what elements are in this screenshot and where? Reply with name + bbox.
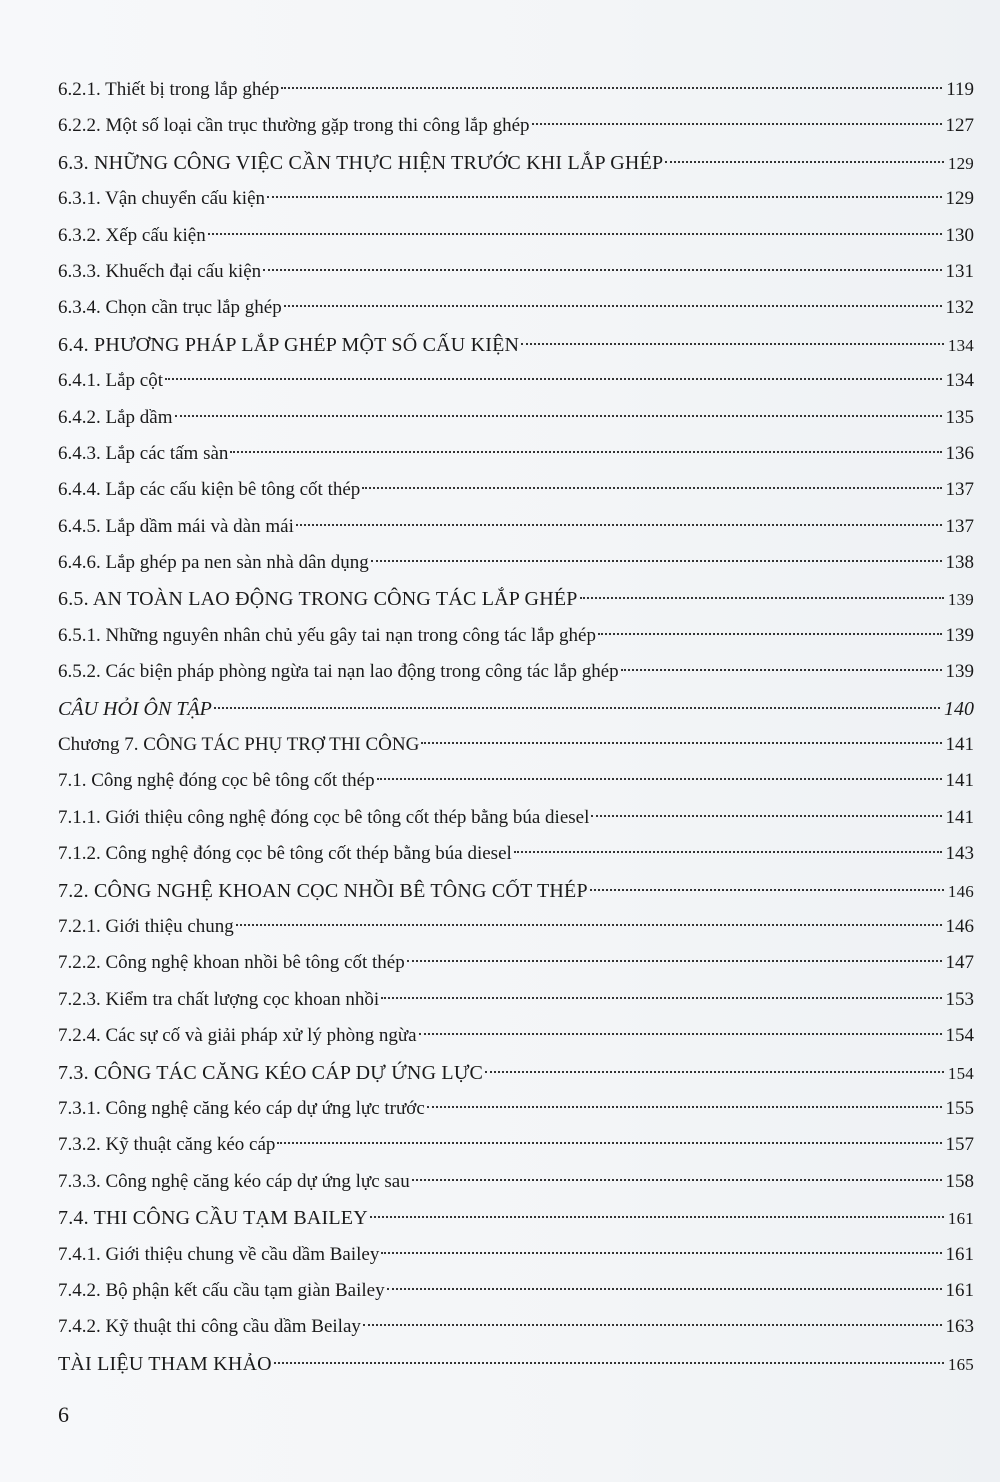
toc-dot-leader bbox=[421, 742, 941, 744]
toc-entry-title: 6.4. PHƯƠNG PHÁP LẮP GHÉP MỘT SỐ CẤU KIỆN bbox=[58, 333, 520, 356]
toc-entry-title: 7.2.2. Công nghệ khoan nhồi bê tông cốt thép bbox=[58, 952, 405, 974]
toc-dot-leader bbox=[427, 1106, 942, 1108]
toc-entry bbox=[58, 509, 974, 545]
toc-entry-page: 137 bbox=[945, 515, 974, 537]
toc-entry bbox=[58, 581, 974, 617]
toc-entry bbox=[58, 181, 974, 217]
toc-dot-leader bbox=[165, 378, 941, 380]
toc-entry bbox=[58, 436, 974, 472]
toc-dot-leader bbox=[214, 707, 940, 709]
toc-dot-leader bbox=[274, 1362, 944, 1364]
toc-entry bbox=[58, 1127, 974, 1163]
toc-entry-title: 7.1.2. Công nghệ đóng cọc bê tông cốt thép bằng búa diesel bbox=[58, 843, 512, 865]
toc-entry bbox=[58, 363, 974, 399]
toc-entry-page: 138 bbox=[945, 552, 974, 574]
toc-entry-page: 157 bbox=[945, 1134, 974, 1156]
toc-dot-leader bbox=[387, 1288, 942, 1290]
toc-entry-title: CÂU HỎI ÔN TẬP bbox=[58, 697, 212, 720]
toc-entry bbox=[58, 1055, 974, 1091]
toc-dot-leader bbox=[263, 269, 941, 271]
toc-entry-title: 7.3. CÔNG TÁC CĂNG KÉO CÁP DỰ ỨNG LỰC bbox=[58, 1061, 484, 1084]
toc-entry-page: 141 bbox=[945, 734, 974, 756]
toc-entry-title: 7.3.1. Công nghệ căng kéo cáp dự ứng lực trước bbox=[58, 1097, 425, 1119]
toc-entry bbox=[58, 327, 974, 363]
toc-entry-title: 6.5. AN TOÀN LAO ĐỘNG TRONG CÔNG TÁC LẮP GHÉP bbox=[58, 588, 578, 611]
toc-entry-page: 165 bbox=[947, 1354, 974, 1374]
toc-entry-title: 6.2.1. Thiết bị trong lắp ghép bbox=[58, 79, 280, 100]
toc-dot-leader bbox=[521, 343, 944, 345]
toc-entry-page: 134 bbox=[945, 370, 974, 392]
toc-entry-page: 129 bbox=[945, 188, 974, 210]
toc-dot-leader bbox=[665, 161, 944, 163]
toc-dot-leader bbox=[296, 524, 942, 526]
toc-entry-page: 155 bbox=[945, 1097, 974, 1119]
toc-entry bbox=[58, 945, 974, 981]
toc-entry-page: 154 bbox=[947, 1063, 974, 1083]
toc-entry-title: 6.3.2. Xếp cấu kiện bbox=[58, 224, 206, 246]
toc-entry-page: 154 bbox=[945, 1025, 974, 1047]
toc-entry bbox=[58, 1018, 974, 1054]
toc-entry-title: 6.5.1. Những nguyên nhân chủ yếu gây tai nạn trong công tác lắp ghép bbox=[58, 624, 596, 646]
toc-entry-page: 161 bbox=[945, 1279, 974, 1301]
toc-entry-title: 7.2.1. Giới thiệu chung bbox=[58, 915, 234, 937]
toc-entry bbox=[58, 545, 974, 581]
toc-entry-page: 127 bbox=[945, 115, 974, 137]
toc-entry-title: 6.4.2. Lắp dầm bbox=[58, 406, 173, 428]
toc-entry-title: Chương 7. CÔNG TÁC PHỤ TRỢ THI CÔNG bbox=[58, 734, 420, 756]
toc-entry bbox=[58, 1346, 974, 1382]
toc-entry-page: 153 bbox=[945, 988, 974, 1010]
toc-entry-title: 7.4.2. Kỹ thuật thi công cầu dầm Beilay bbox=[58, 1316, 361, 1338]
toc-entry-title: 6.3.1. Vận chuyển cấu kiện bbox=[58, 188, 266, 210]
toc-entry-title: 6.4.6. Lắp ghép pa nen sàn nhà dân dụng bbox=[58, 552, 369, 574]
toc-entry bbox=[58, 1091, 974, 1127]
toc-dot-leader bbox=[281, 87, 942, 89]
toc-dot-leader bbox=[532, 123, 942, 125]
toc-entry-title: 6.3. NHỮNG CÔNG VIỆC CẦN THỰC HIỆN TRƯỚC KHI LẮP GHÉP bbox=[58, 151, 664, 174]
toc-entry-title: 6.3.4. Chọn cần trục lắp ghép bbox=[58, 297, 282, 319]
toc-entry-title: 7.2.3. Kiểm tra chất lượng cọc khoan nhồi bbox=[58, 988, 380, 1010]
toc-entry-title: 7.3.3. Công nghệ căng kéo cáp dự ứng lực sau bbox=[58, 1170, 410, 1192]
toc-entry-title: 6.2.2. Một số loại cần trục thường gặp trong thi công lắp ghép bbox=[58, 115, 530, 137]
toc-entry-title: 6.4.4. Lắp các cấu kiện bê tông cốt thép bbox=[58, 479, 361, 501]
toc-entry bbox=[58, 800, 974, 836]
toc-dot-leader bbox=[598, 633, 942, 635]
toc-entry-page: 119 bbox=[946, 79, 974, 100]
toc-entry-page: 132 bbox=[945, 297, 974, 319]
toc-entry-page: 161 bbox=[945, 1243, 974, 1265]
toc-entry-title: 7.2.4. Các sự cố và giải pháp xử lý phòng ngừa bbox=[58, 1025, 417, 1047]
toc-dot-leader bbox=[514, 851, 942, 853]
toc-dot-leader bbox=[412, 1179, 942, 1181]
toc-entry bbox=[58, 400, 974, 436]
toc-entry bbox=[58, 254, 974, 290]
toc-entry-page: 139 bbox=[945, 624, 974, 646]
toc-entry-title: 7.4.2. Bộ phận kết cấu cầu tạm giàn Bailey bbox=[58, 1279, 385, 1301]
toc-entry-title: 7.4.1. Giới thiệu chung về cầu dầm Bailey bbox=[58, 1243, 380, 1265]
toc-entry-page: 141 bbox=[945, 806, 974, 828]
toc-entry-title: 7.2. CÔNG NGHỆ KHOAN CỌC NHỒI BÊ TÔNG CỐT THÉP bbox=[58, 879, 588, 902]
toc-dot-leader bbox=[377, 778, 942, 780]
toc-entry-title: 6.4.5. Lắp dầm mái và dàn mái bbox=[58, 515, 294, 537]
toc-entry bbox=[58, 836, 974, 872]
toc-entry-page: 146 bbox=[947, 881, 974, 901]
toc-entry-title: 6.5.2. Các biện pháp phòng ngừa tai nạn lao động trong công tác lắp ghép bbox=[58, 661, 619, 683]
toc-dot-leader bbox=[236, 924, 942, 926]
toc-dot-leader bbox=[407, 960, 942, 962]
toc-dot-leader bbox=[277, 1142, 941, 1144]
toc-entry bbox=[58, 1309, 974, 1345]
toc-entry bbox=[58, 763, 974, 799]
toc-dot-leader bbox=[370, 1216, 944, 1218]
toc-entry-page: 161 bbox=[947, 1209, 974, 1229]
toc-entry-page: 147 bbox=[945, 952, 974, 974]
toc-entry-page: 139 bbox=[947, 590, 974, 610]
toc-entry bbox=[58, 1273, 974, 1309]
toc-entry bbox=[58, 1237, 974, 1273]
toc-entry-page: 158 bbox=[945, 1170, 974, 1192]
toc-entry bbox=[58, 72, 974, 108]
toc-entry bbox=[58, 1200, 974, 1236]
toc-dot-leader bbox=[371, 560, 942, 562]
toc-entry bbox=[58, 472, 974, 508]
toc-entry-page: 140 bbox=[944, 697, 974, 720]
toc-dot-leader bbox=[362, 487, 941, 489]
toc-entry-page: 134 bbox=[947, 335, 974, 355]
table-of-contents bbox=[58, 72, 974, 1382]
toc-dot-leader bbox=[590, 889, 944, 891]
toc-entry-title: 6.3.3. Khuếch đại cấu kiện bbox=[58, 260, 262, 282]
toc-entry-page: 163 bbox=[945, 1316, 974, 1338]
toc-entry bbox=[58, 873, 974, 909]
toc-entry-title: 7.4. THI CÔNG CẦU TẠM BAILEY bbox=[58, 1207, 368, 1230]
toc-entry-title: 6.4.1. Lắp cột bbox=[58, 370, 164, 392]
toc-dot-leader bbox=[175, 415, 942, 417]
toc-entry bbox=[58, 982, 974, 1018]
toc-entry bbox=[58, 108, 974, 144]
toc-entry-page: 136 bbox=[945, 442, 974, 464]
toc-entry-page: 130 bbox=[945, 224, 974, 246]
toc-dot-leader bbox=[381, 1252, 941, 1254]
toc-dot-leader bbox=[580, 597, 944, 599]
toc-entry-page: 143 bbox=[945, 843, 974, 865]
toc-entry bbox=[58, 691, 974, 727]
toc-entry bbox=[58, 909, 974, 945]
toc-entry-title: 7.1.1. Giới thiệu công nghệ đóng cọc bê tông cốt thép bằng búa diesel bbox=[58, 806, 590, 828]
toc-entry bbox=[58, 145, 974, 181]
toc-entry bbox=[58, 290, 974, 326]
toc-entry bbox=[58, 654, 974, 690]
toc-dot-leader bbox=[208, 233, 942, 235]
toc-dot-leader bbox=[621, 669, 942, 671]
toc-entry bbox=[58, 1164, 974, 1200]
toc-entry-title: 7.3.2. Kỹ thuật căng kéo cáp bbox=[58, 1134, 276, 1156]
toc-dot-leader bbox=[267, 196, 941, 198]
toc-dot-leader bbox=[284, 305, 942, 307]
toc-dot-leader bbox=[230, 451, 941, 453]
toc-entry-page: 137 bbox=[945, 479, 974, 501]
toc-entry-page: 135 bbox=[945, 406, 974, 428]
toc-entry bbox=[58, 727, 974, 763]
toc-dot-leader bbox=[591, 815, 941, 817]
toc-entry-page: 129 bbox=[947, 153, 974, 173]
toc-dot-leader bbox=[419, 1033, 942, 1035]
toc-entry bbox=[58, 218, 974, 254]
toc-entry-page: 131 bbox=[945, 260, 974, 282]
toc-dot-leader bbox=[485, 1071, 944, 1073]
page-number: 6 bbox=[58, 1402, 69, 1427]
toc-entry-title: TÀI LIỆU THAM KHẢO bbox=[58, 1352, 272, 1375]
toc-entry-title: 7.1. Công nghệ đóng cọc bê tông cốt thép bbox=[58, 770, 375, 792]
toc-dot-leader bbox=[363, 1324, 942, 1326]
toc-entry-page: 141 bbox=[945, 770, 974, 792]
toc-entry-page: 146 bbox=[945, 915, 974, 937]
toc-entry-page: 139 bbox=[945, 661, 974, 683]
toc-entry-title: 6.4.3. Lắp các tấm sàn bbox=[58, 442, 229, 464]
toc-dot-leader bbox=[381, 997, 941, 999]
toc-entry bbox=[58, 618, 974, 654]
